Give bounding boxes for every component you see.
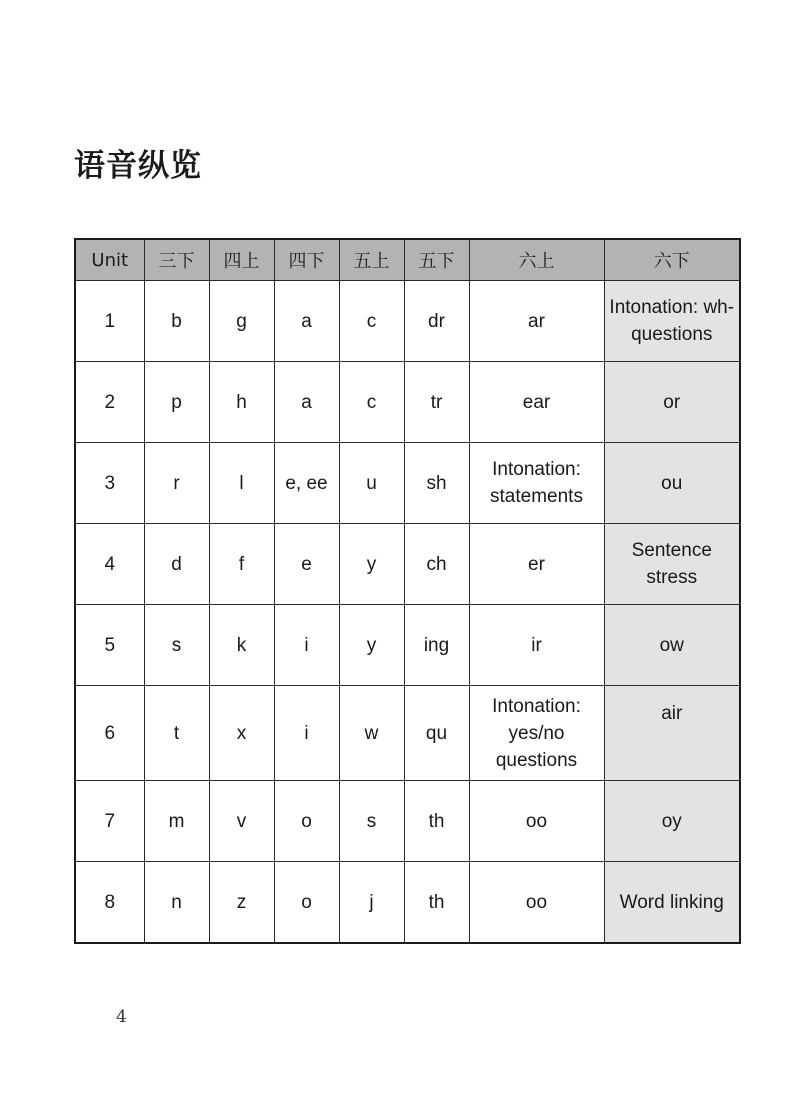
table-row bbox=[75, 781, 740, 862]
table-cell: x bbox=[209, 686, 274, 781]
table-cell: a bbox=[274, 362, 339, 443]
table-cell: e, ee bbox=[274, 443, 339, 524]
table-cell: oy bbox=[604, 781, 740, 862]
page-number: 4 bbox=[116, 1007, 127, 1027]
table-cell: 1 bbox=[75, 281, 144, 362]
table-cell: tr bbox=[404, 362, 469, 443]
page-title: 语音纵览 bbox=[74, 148, 202, 184]
table-cell: s bbox=[144, 605, 209, 686]
table-row bbox=[75, 605, 740, 686]
table-cell: d bbox=[144, 524, 209, 605]
table-cell: h bbox=[209, 362, 274, 443]
table-row bbox=[75, 443, 740, 524]
table-cell: t bbox=[144, 686, 209, 781]
table-cell: r bbox=[144, 443, 209, 524]
table-row bbox=[75, 862, 740, 944]
table-cell: Intonation: statements bbox=[469, 443, 604, 524]
table-cell: 3 bbox=[75, 443, 144, 524]
table-cell: v bbox=[209, 781, 274, 862]
table-cell: oo bbox=[469, 781, 604, 862]
table-cell: j bbox=[339, 862, 404, 944]
table-cell: u bbox=[339, 443, 404, 524]
table-cell: Sentence stress bbox=[604, 524, 740, 605]
table-cell: a bbox=[274, 281, 339, 362]
header-unit: Unit bbox=[75, 239, 144, 281]
phonics-overview-table bbox=[74, 238, 741, 944]
table-cell: air bbox=[604, 686, 740, 781]
table-cell: oo bbox=[469, 862, 604, 944]
table-cell: Intonation: yes/no questions bbox=[469, 686, 604, 781]
table-cell: n bbox=[144, 862, 209, 944]
table-row bbox=[75, 281, 740, 362]
table-cell: p bbox=[144, 362, 209, 443]
table-cell: Word linking bbox=[604, 862, 740, 944]
table-cell: w bbox=[339, 686, 404, 781]
table-row bbox=[75, 362, 740, 443]
table-cell: o bbox=[274, 781, 339, 862]
table-cell: ow bbox=[604, 605, 740, 686]
table-cell: ou bbox=[604, 443, 740, 524]
table-cell: Intonation: wh-questions bbox=[604, 281, 740, 362]
table-cell: th bbox=[404, 862, 469, 944]
table-row bbox=[75, 524, 740, 605]
table-cell: y bbox=[339, 524, 404, 605]
table-cell: ar bbox=[469, 281, 604, 362]
table-cell: o bbox=[274, 862, 339, 944]
table-cell: c bbox=[339, 281, 404, 362]
table-cell: ear bbox=[469, 362, 604, 443]
table-cell: i bbox=[274, 605, 339, 686]
table-cell: ing bbox=[404, 605, 469, 686]
table-cell: s bbox=[339, 781, 404, 862]
table-cell: sh bbox=[404, 443, 469, 524]
table-row bbox=[75, 686, 740, 781]
header-grade3-term2: 三下 bbox=[144, 239, 209, 281]
table-cell: 8 bbox=[75, 862, 144, 944]
table-cell: y bbox=[339, 605, 404, 686]
header-grade6-term2: 六下 bbox=[604, 239, 740, 281]
table-cell: b bbox=[144, 281, 209, 362]
table-cell: 2 bbox=[75, 362, 144, 443]
table-cell: th bbox=[404, 781, 469, 862]
table-cell: dr bbox=[404, 281, 469, 362]
table-cell: ch bbox=[404, 524, 469, 605]
table-cell: 4 bbox=[75, 524, 144, 605]
table-cell: 5 bbox=[75, 605, 144, 686]
header-grade5-term1: 五上 bbox=[339, 239, 404, 281]
table-cell: qu bbox=[404, 686, 469, 781]
table-cell: 6 bbox=[75, 686, 144, 781]
table-cell: 7 bbox=[75, 781, 144, 862]
table-cell: e bbox=[274, 524, 339, 605]
table-cell: m bbox=[144, 781, 209, 862]
table-cell: or bbox=[604, 362, 740, 443]
header-grade4-term1: 四上 bbox=[209, 239, 274, 281]
header-grade6-term1: 六上 bbox=[469, 239, 604, 281]
header-grade4-term2: 四下 bbox=[274, 239, 339, 281]
table-cell: z bbox=[209, 862, 274, 944]
table-cell: f bbox=[209, 524, 274, 605]
table-cell: k bbox=[209, 605, 274, 686]
table-cell: g bbox=[209, 281, 274, 362]
table-cell: er bbox=[469, 524, 604, 605]
table-cell: i bbox=[274, 686, 339, 781]
table-cell: c bbox=[339, 362, 404, 443]
table-header-row bbox=[75, 239, 740, 281]
table-cell: l bbox=[209, 443, 274, 524]
header-grade5-term2: 五下 bbox=[404, 239, 469, 281]
table-cell: ir bbox=[469, 605, 604, 686]
